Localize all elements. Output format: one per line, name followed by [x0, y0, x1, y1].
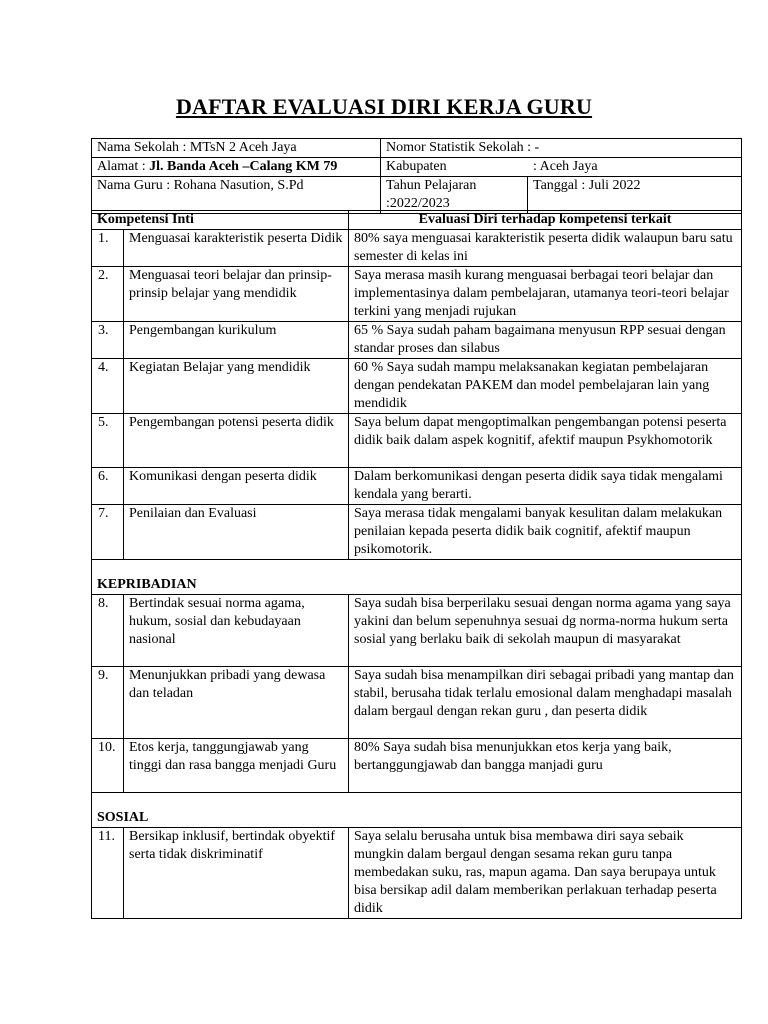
table-row [92, 322, 742, 359]
table-row [92, 739, 742, 793]
row-number: 5. [92, 414, 124, 468]
row-kompetensi: Pengembangan potensi peserta didik [124, 414, 349, 468]
nomor-statistik: Nomor Statistik Sekolah : - [381, 139, 742, 158]
kepribadian-section-row [92, 560, 742, 595]
school-info-table [91, 138, 742, 214]
evaluation-table [91, 210, 742, 919]
row-evaluasi: 60 % Saya sudah mampu melaksanakan kegiatan pembelajaran dengan pendekatan PAKEM dan model pembelajaran lain yang mendidik [349, 359, 742, 414]
alamat-label: Alamat : [97, 159, 150, 174]
row-number: 1. [92, 230, 124, 267]
tahun-pelajaran [381, 177, 528, 214]
kabupaten-value: : Aceh Jaya [533, 159, 598, 174]
tahun-pelajaran-value: :2022/2023 [386, 196, 450, 211]
row-number: 2. [92, 267, 124, 322]
table-row [92, 828, 742, 919]
row-evaluasi: Saya merasa masih kurang menguasai berbagai teori belajar dan implementasinya dalam pembelajaran, utamanya teori-teori belajar terkini yang menjadi rujukan [349, 267, 742, 322]
sosial-section-heading: SOSIAL [92, 793, 742, 828]
table-row [92, 359, 742, 414]
row-kompetensi: Komunikasi dengan peserta didik [124, 468, 349, 505]
document-title: DAFTAR EVALUASI DIRI KERJA GURU [175, 94, 593, 119]
row-evaluasi: 80% saya menguasai karakteristik peserta didik walaupun baru satu semester di kelas ini [349, 230, 742, 267]
row-kompetensi: Bersikap inklusif, bertindak obyektif serta tidak diskriminatif [124, 828, 349, 919]
row-number: 6. [92, 468, 124, 505]
nama-guru: Nama Guru : Rohana Nasution, S.Pd [92, 177, 381, 214]
table-header-row [92, 211, 742, 230]
row-number: 4. [92, 359, 124, 414]
row-number: 3. [92, 322, 124, 359]
row-kompetensi: Menguasai karakteristik peserta Didik [124, 230, 349, 267]
table-row [92, 414, 742, 468]
row-kompetensi: Kegiatan Belajar yang mendidik [124, 359, 349, 414]
row-kompetensi: Menguasai teori belajar dan prinsip-prinsip belajar yang mendidik [124, 267, 349, 322]
row-kompetensi: Penilaian dan Evaluasi [124, 505, 349, 560]
row-evaluasi: Saya sudah bisa menampilkan diri sebagai pribadi yang mantap dan stabil, berusaha tidak terlalu emosional dalam menghadapi masalah dalam bergaul dengan rekan guru , dan peserta didik [349, 667, 742, 739]
row-evaluasi: Saya selalu berusaha untuk bisa membawa diri saya sebaik mungkin dalam bergaul dengan sesama rekan guru tanpa membedakan suku, ras, mapun agama. Dan saya berupaya untuk bisa bersikap adil dalam memberikan perlakuan terhadap peserta didik [349, 828, 742, 919]
row-number: 7. [92, 505, 124, 560]
row-number: 8. [92, 595, 124, 667]
row-evaluasi: Dalam berkomunikasi dengan peserta didik saya tidak mengalami kendala yang berarti. [349, 468, 742, 505]
tanggal: Tanggal : Juli 2022 [528, 177, 742, 214]
row-number: 9. [92, 667, 124, 739]
row-kompetensi: Etos kerja, tanggungjawab yang tinggi dan rasa bangga menjadi Guru [124, 739, 349, 793]
nama-sekolah: Nama Sekolah : MTsN 2 Aceh Jaya [92, 139, 381, 158]
alamat-value: Jl. Banda Aceh –Calang KM 79 [149, 159, 338, 174]
row-evaluasi: 65 % Saya sudah paham bagaimana menyusun RPP sesuai dengan standar proses dan silabus [349, 322, 742, 359]
row-evaluasi: Saya belum dapat mengoptimalkan pengembangan potensi peserta didik baik dalam aspek kognitif, afektif maupun Psykhomotorik [349, 414, 742, 468]
row-evaluasi: Saya merasa tidak mengalami banyak kesulitan dalam melakukan penilaian kepada peserta didik baik cognitif, afektif maupun psikomotorik. [349, 505, 742, 560]
row-evaluasi: Saya sudah bisa berperilaku sesuai dengan norma agama yang saya yakini dan belum sepenuhnya sesuai dg norma-norma hukum serta sosial yang berlaku baik di sekolah maupun di masyarakat [349, 595, 742, 667]
row-kompetensi: Bertindak sesuai norma agama, hukum, sosial dan kebudayaan nasional [124, 595, 349, 667]
tahun-pelajaran-label: Tahun Pelajaran [386, 178, 477, 193]
header-evaluasi: Evaluasi Diri terhadap kompetensi terkait [349, 211, 742, 230]
row-number: 11. [92, 828, 124, 919]
kabupaten [381, 158, 742, 177]
row-kompetensi: Pengembangan kurikulum [124, 322, 349, 359]
table-row [92, 667, 742, 739]
table-row [92, 230, 742, 267]
sosial-section-row [92, 793, 742, 828]
header-kompetensi: Kompetensi Inti [92, 211, 349, 230]
table-row [92, 468, 742, 505]
table-row [92, 595, 742, 667]
kabupaten-label: Kabupaten [386, 159, 447, 174]
row-number: 10. [92, 739, 124, 793]
table-row [92, 267, 742, 322]
alamat [92, 158, 381, 177]
table-row [92, 505, 742, 560]
row-kompetensi: Menunjukkan pribadi yang dewasa dan teladan [124, 667, 349, 739]
kepribadian-section-heading: KEPRIBADIAN [92, 560, 742, 595]
row-evaluasi: 80% Saya sudah bisa menunjukkan etos kerja yang baik, bertanggungjawab dan bangga manjadi guru [349, 739, 742, 793]
